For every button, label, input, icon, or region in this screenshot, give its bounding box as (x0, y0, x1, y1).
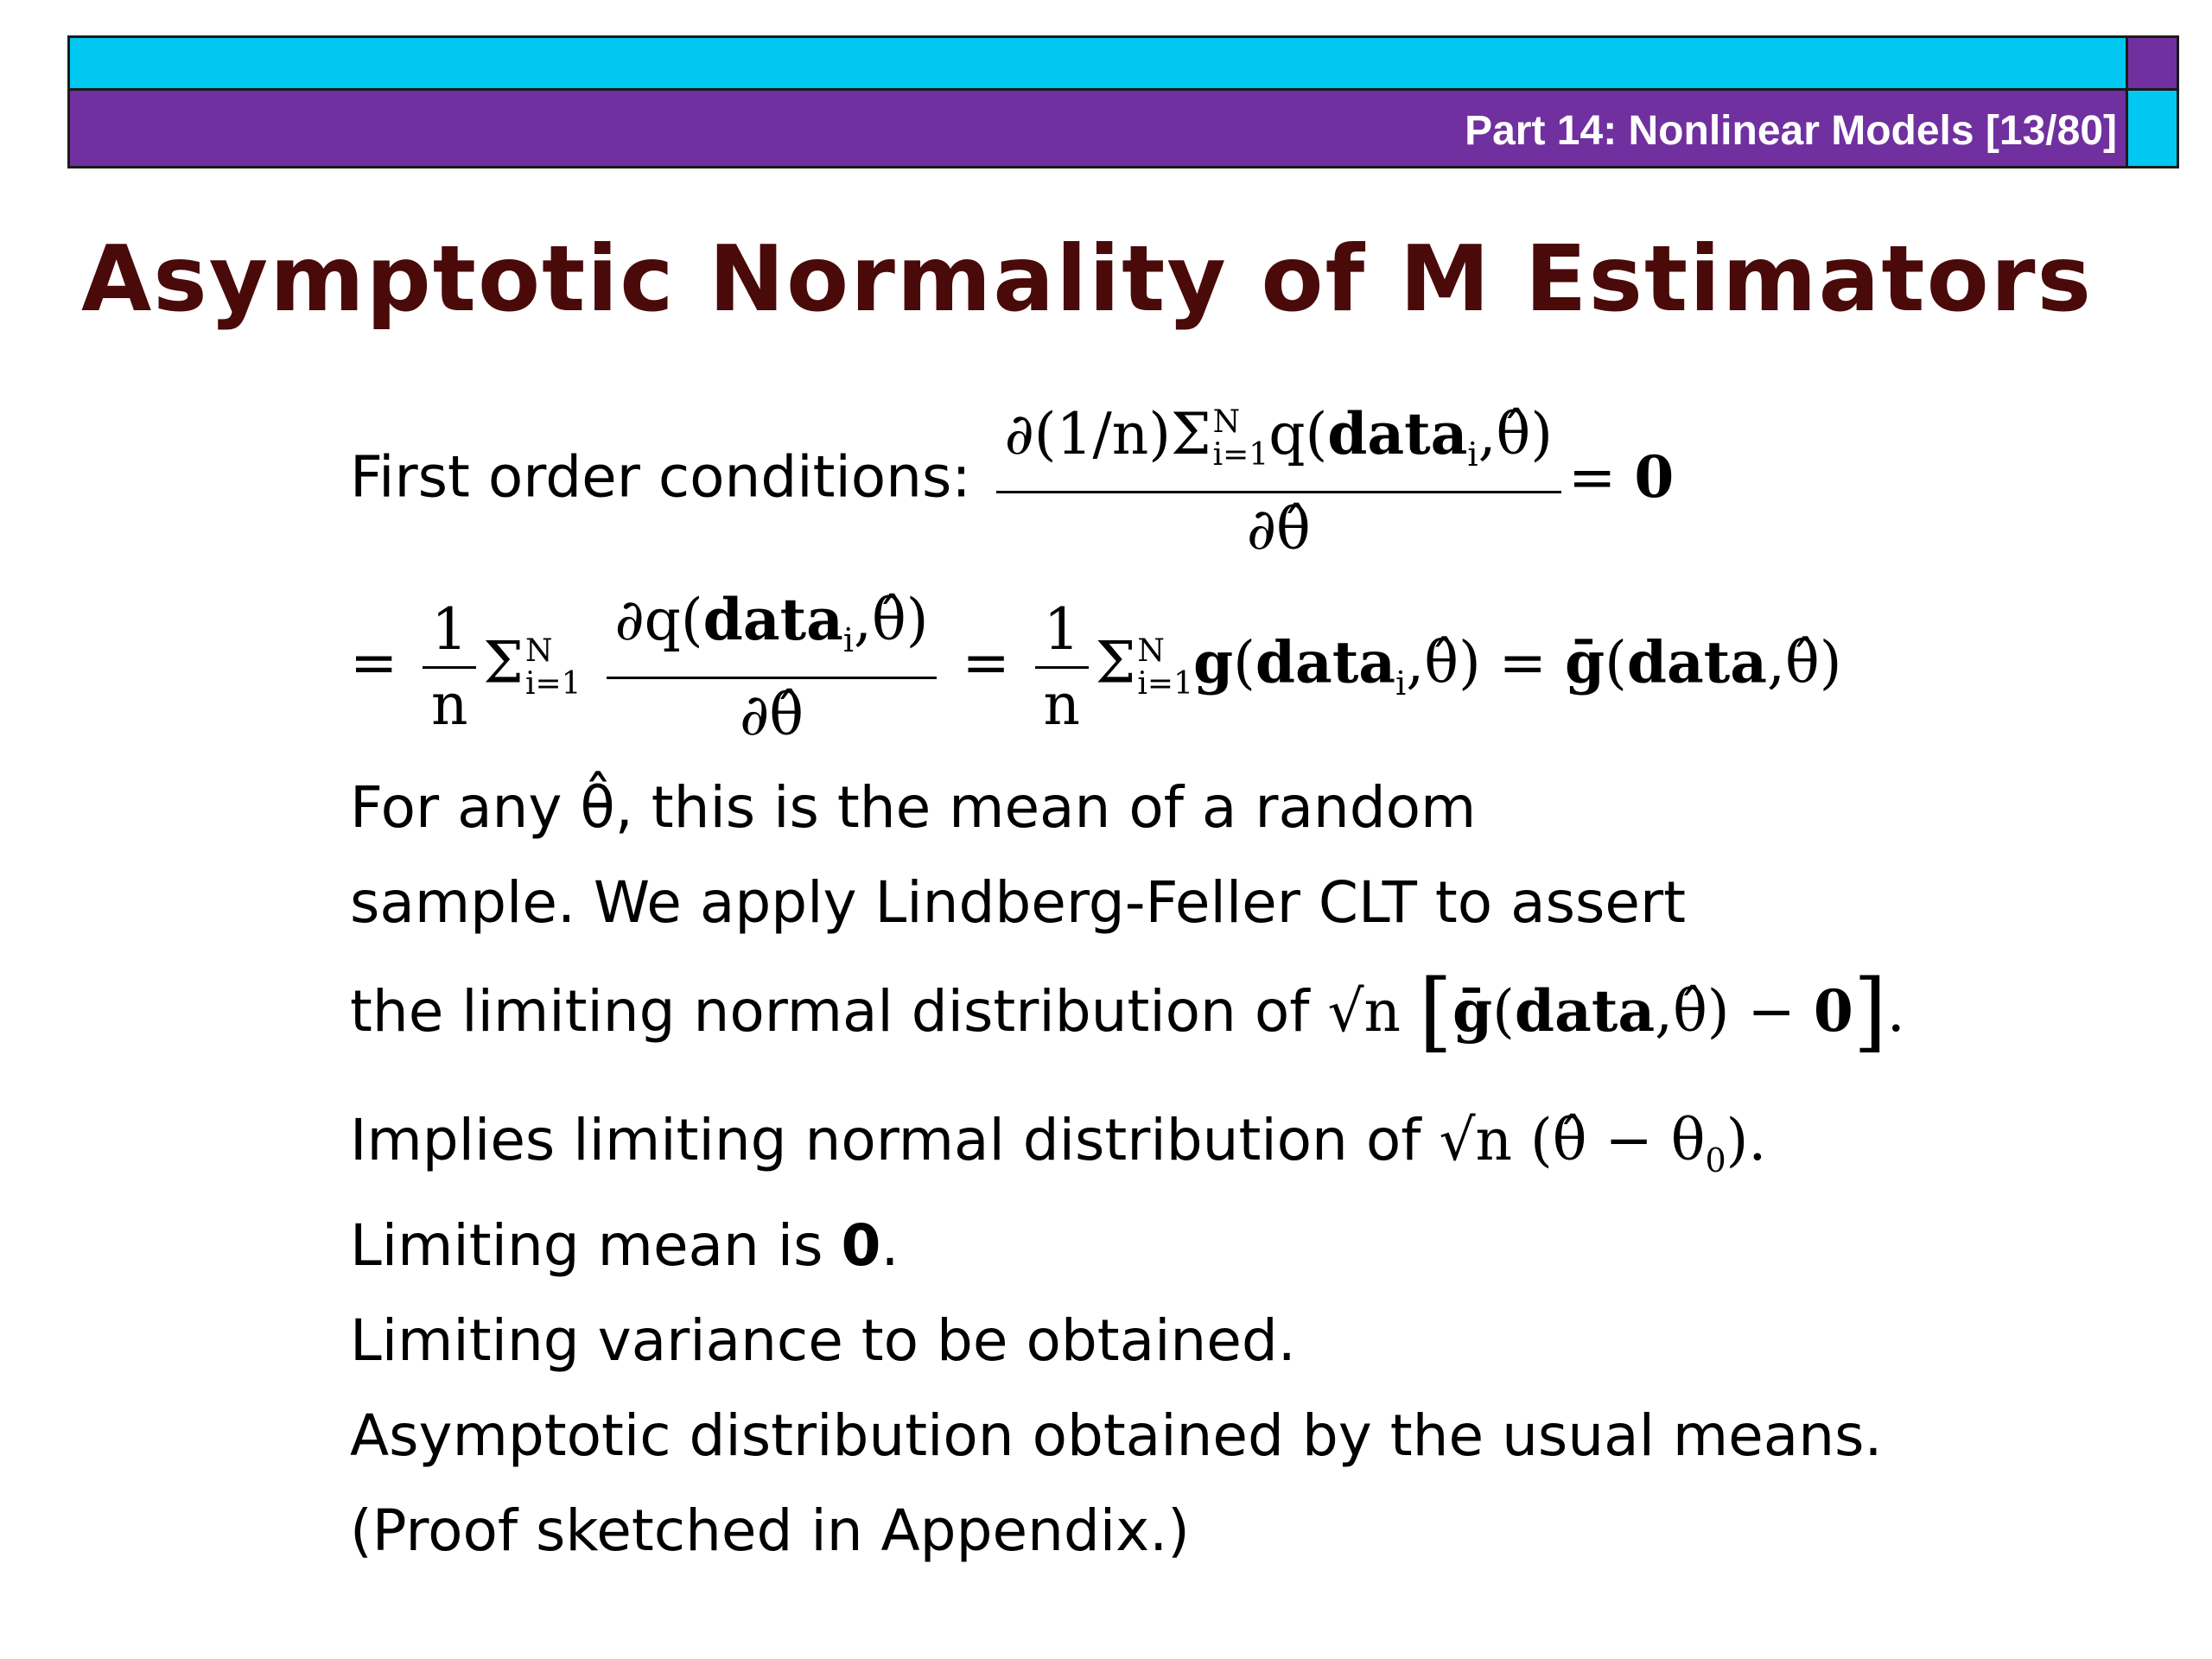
slide-header (67, 35, 2179, 168)
text-line-3: the limiting normal distribution of √n [ḡ(data,θ̂) − 0]. (350, 961, 1905, 1062)
first-order-conditions (350, 397, 1674, 566)
text-line-8: (Proof sketched in Appendix.) (350, 1497, 1190, 1564)
foc-equation: ∂(1/n)Σ N i=1 q(data$_i$,θ̂) ∂θ̂ = 0 (989, 444, 1675, 511)
foc-label: First order conditions: (350, 443, 971, 511)
slide-number-label: Part 14: Nonlinear Models [13/80] (1465, 108, 2117, 154)
header-corner-cyan (2126, 88, 2179, 168)
zero-vector: 0 (1634, 442, 1675, 511)
limiting-mean-text: Limiting mean is (350, 1212, 823, 1279)
text-line-4: Implies limiting normal distribution of √n (θ̂ − $\theta_0$). (350, 1107, 1767, 1180)
header-corner-purple (2126, 35, 2179, 91)
limiting-dist-text: the limiting normal distribution of (350, 978, 1310, 1045)
mean-equation: = $\frac{1}{n}$ Σ N i=1 $\frac{\partial q(data_i,\thetâ)}{\partial\thetâ}$ = $\frac{1}{n}$ Σ N i=1 g(data$_i$,θ̂) = ḡ(data,θ̂) (350, 583, 1842, 752)
text-line-1: For any θ̂, this is the mean of a random (350, 774, 1477, 841)
header-cyan-band (67, 35, 2128, 91)
text-line-2: sample. We apply Lindberg-Feller CLT to assert (350, 869, 1687, 936)
slide-title: Asymptotic Normality of M Estimators (81, 226, 2094, 332)
foc-fraction: ∂(1/n)Σ N i=1 q(data$_i$,θ̂) ∂θ̂ (996, 397, 1561, 566)
text-line-7: Asymptotic distribution obtained by the usual means. (350, 1402, 1883, 1469)
text-line-5: Limiting mean is 0. (350, 1212, 899, 1279)
text-line-6: Limiting variance to be obtained. (350, 1307, 1296, 1374)
implies-text: Implies limiting normal distribution of (350, 1107, 1421, 1173)
